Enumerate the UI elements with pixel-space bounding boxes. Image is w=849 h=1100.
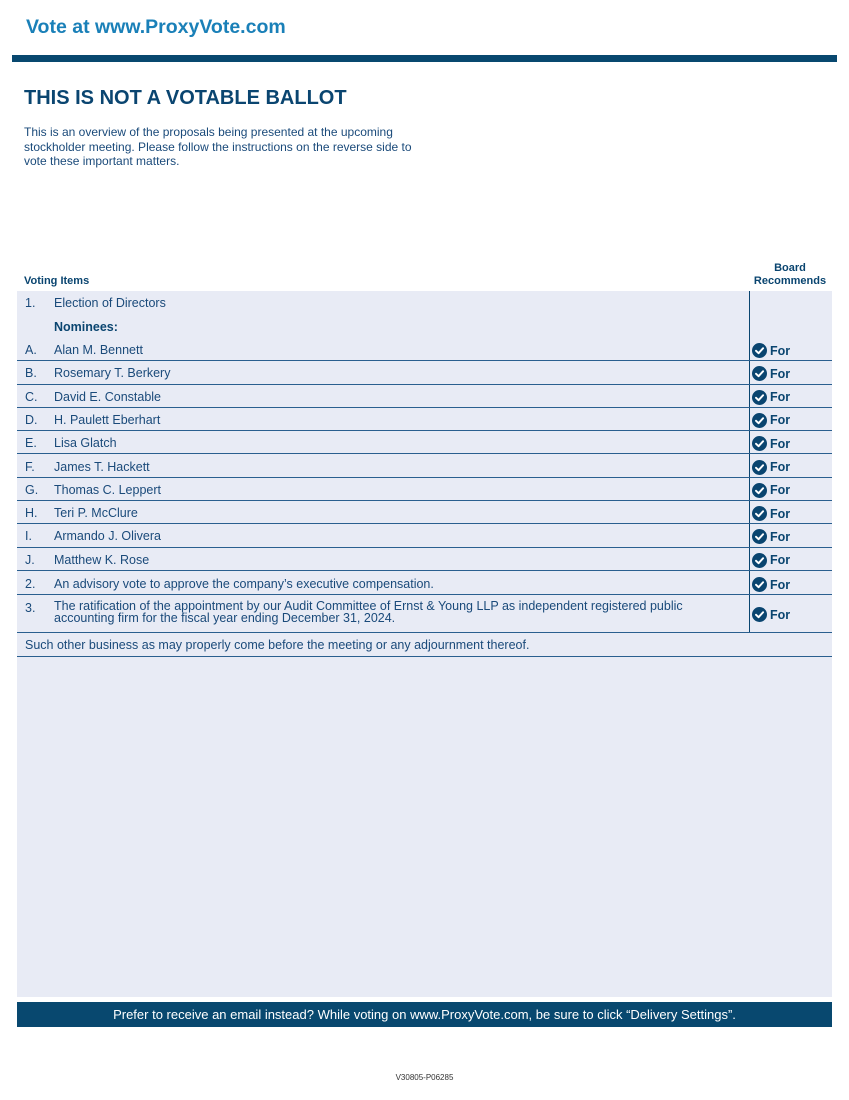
nominee-name: Armando J. Olivera <box>54 529 161 544</box>
recommendation-label: For <box>770 413 791 428</box>
board-recommendation <box>752 483 790 498</box>
nominee-letter: H. <box>25 506 38 521</box>
board-recommendation <box>752 460 790 475</box>
board-recommendation <box>752 577 790 592</box>
nominee-name: Matthew K. Rose <box>54 552 150 567</box>
nominee-row <box>17 548 832 571</box>
board-recommendation <box>752 506 790 521</box>
nominee-name: Lisa Glatch <box>54 436 117 451</box>
check-circle-icon <box>752 366 767 381</box>
board-recommendation <box>752 553 790 568</box>
nominee-name: James T. Hackett <box>54 459 150 474</box>
nominee-letter: G. <box>25 482 39 497</box>
proposal-label <box>54 601 744 624</box>
board-recommendation <box>752 366 790 381</box>
nominee-row <box>17 501 832 524</box>
recommendation-label: For <box>770 607 791 622</box>
recommendation-label: For <box>770 506 791 521</box>
proposal-number: 2. <box>25 577 36 591</box>
intro-text: This is an overview of the proposals being presented at the upcoming stockholder meeting. Please follow the instructions on the reverse side to vote these important matters. <box>24 125 412 168</box>
check-circle-icon <box>752 483 767 498</box>
check-circle-icon <box>752 460 767 475</box>
nominee-row <box>17 431 832 454</box>
nominee-letter: C. <box>25 389 38 404</box>
nominee-row <box>17 408 832 431</box>
nominee-letter: B. <box>25 366 37 381</box>
voting-items-header: Voting Items <box>24 275 90 287</box>
recommendation-label: For <box>770 390 791 405</box>
header-divider <box>12 55 837 62</box>
nominees-label: Nominees: <box>54 320 118 334</box>
nominee-row <box>17 385 832 408</box>
board-recommends-header <box>748 262 832 288</box>
board-recommendation <box>752 390 790 405</box>
nominee-name: H. Paulett Eberhart <box>54 412 161 427</box>
proposal-number: 3. <box>25 601 36 615</box>
proposal-row-2 <box>17 571 832 595</box>
check-circle-icon <box>752 529 767 544</box>
check-circle-icon <box>752 577 767 592</box>
recommendation-label: For <box>770 366 791 381</box>
nominee-name: Rosemary T. Berkery <box>54 366 171 381</box>
proposal-label: Election of Directors <box>54 296 166 310</box>
nominee-name: Alan M. Bennett <box>54 343 143 357</box>
nominee-row <box>17 478 832 501</box>
nominee-row <box>17 455 832 478</box>
board-header-line2: Recommends <box>753 275 827 287</box>
nominees-label-row <box>17 320 832 338</box>
board-recommendation <box>752 343 790 358</box>
nominee-letter: F. <box>25 459 35 474</box>
check-circle-icon <box>752 343 767 358</box>
other-business-text: Such other business as may properly come before the meeting or any adjournment thereof. <box>25 638 530 652</box>
board-recommendation <box>752 607 790 622</box>
board-recommendation <box>752 413 790 428</box>
document-code: V30805-P06285 <box>395 1073 454 1082</box>
proposal-number: 1. <box>25 296 36 310</box>
nominee-letter: D. <box>25 412 38 427</box>
nominee-name: Thomas C. Leppert <box>54 482 161 497</box>
proposal-label: An advisory vote to approve the company’s executive compensation. <box>54 577 434 591</box>
recommendation-label: For <box>770 343 791 358</box>
proposal-label-line1: The ratification of the appointment by our Audit Committee of Ernst & Young LLP as independent registered public <box>54 599 683 613</box>
check-circle-icon <box>752 436 767 451</box>
recommendation-label: For <box>770 436 791 451</box>
recommendation-label: For <box>770 460 791 474</box>
recommendation-label: For <box>770 577 791 592</box>
board-recommendation <box>752 436 790 451</box>
recommendation-label: For <box>770 483 791 498</box>
recommendation-label: For <box>770 529 791 544</box>
recommendation-label: For <box>770 553 791 568</box>
nominee-letter: A. <box>25 343 37 357</box>
nominee-letter: E. <box>25 436 37 451</box>
check-circle-icon <box>752 607 767 622</box>
nominee-name: Teri P. McClure <box>54 506 138 521</box>
board-recommendation <box>752 529 790 544</box>
page-title: THIS IS NOT A VOTABLE BALLOT <box>24 87 347 109</box>
board-header-line1: Board <box>774 262 806 274</box>
nominee-name: David E. Constable <box>54 389 162 404</box>
check-circle-icon <box>752 413 767 428</box>
nominee-row <box>17 524 832 547</box>
other-business-row <box>17 633 832 657</box>
proposal-row-1 <box>17 296 832 314</box>
nominee-row <box>17 338 832 361</box>
check-circle-icon <box>752 506 767 521</box>
email-delivery-banner: Prefer to receive an email instead? While voting on www.ProxyVote.com, be sure to click “Delivery Settings”. <box>17 1002 832 1027</box>
check-circle-icon <box>752 553 767 568</box>
site-title: Vote at www.ProxyVote.com <box>26 16 286 38</box>
nominee-letter: J. <box>25 552 35 567</box>
proposal-label-line2: accounting firm for the fiscal year ending December 31, 2024. <box>54 610 396 625</box>
check-circle-icon <box>752 390 767 405</box>
nominee-letter: I. <box>25 529 32 544</box>
nominee-row <box>17 361 832 384</box>
proposal-row-3 <box>17 595 832 633</box>
